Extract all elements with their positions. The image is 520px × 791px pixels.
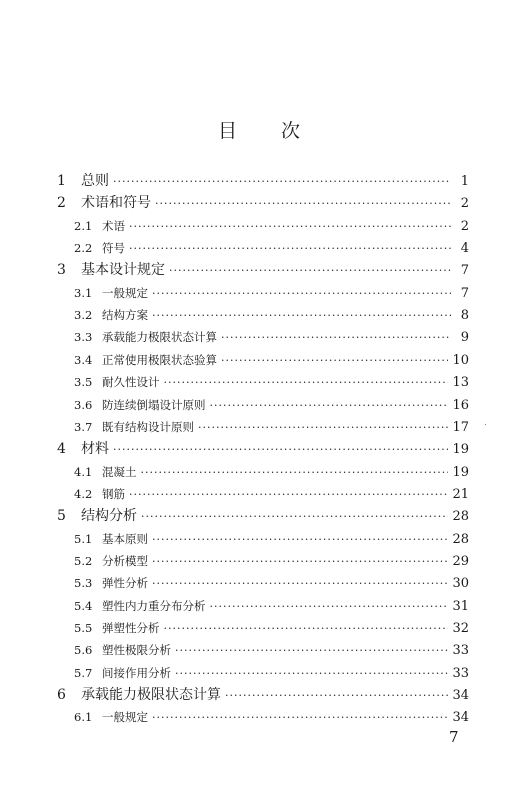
toc-chapter-entry[interactable] (57, 505, 469, 527)
entry-title: 正常使用极限状态验算 (102, 352, 217, 367)
entry-number: 6 (57, 687, 66, 704)
dot-leader (175, 640, 448, 662)
entry-number: 2 (57, 195, 66, 212)
entry-page-number: 28 (452, 531, 469, 547)
toc-section-entry[interactable] (74, 528, 469, 550)
entry-number: 5.7 (74, 665, 93, 680)
entry-number: 3.2 (74, 308, 93, 323)
toc-section-entry[interactable] (74, 706, 469, 728)
toc-chapter-entry[interactable] (57, 684, 469, 706)
dot-leader (175, 663, 448, 685)
entry-number: 4.2 (74, 486, 93, 501)
toc-section-entry[interactable] (74, 461, 469, 483)
dot-leader (169, 260, 451, 282)
dot-leader (113, 171, 451, 193)
entry-title: 承载能力极限状态计算 (81, 687, 221, 704)
page-number: 7 (449, 728, 459, 746)
entry-page-number: 29 (452, 553, 469, 569)
entry-number: 3.1 (74, 285, 93, 300)
entry-page-number: 1 (460, 174, 469, 189)
entry-page-number: 33 (452, 643, 469, 659)
entry-page-number: 8 (460, 308, 469, 324)
entry-page-number: 33 (452, 665, 469, 681)
toc-section-entry[interactable] (74, 349, 469, 371)
entry-title: 基本设计规定 (81, 262, 165, 279)
entry-page-number: 28 (452, 509, 469, 525)
entry-number: 4 (57, 441, 66, 458)
entry-page-number: 7 (460, 263, 469, 279)
entry-number: 6.1 (74, 710, 93, 725)
dot-leader (210, 596, 449, 618)
dot-leader (225, 685, 448, 707)
ink-mark: . (484, 418, 487, 428)
entry-page-number: 21 (452, 486, 469, 502)
toc-section-entry[interactable] (74, 572, 469, 594)
dot-leader (152, 551, 448, 573)
dot-leader (152, 573, 448, 595)
entry-number: 5.6 (74, 643, 93, 658)
entry-page-number: 2 (460, 218, 469, 234)
toc-section-entry[interactable] (74, 639, 469, 661)
toc-section-entry[interactable] (74, 394, 469, 416)
toc-section-entry[interactable] (74, 326, 469, 348)
title-char-1: 目 (217, 120, 239, 142)
entry-title: 钢筋 (102, 486, 125, 501)
entry-title: 材料 (81, 441, 109, 458)
entry-page-number: 7 (460, 285, 469, 301)
entry-title: 结构方案 (102, 308, 148, 323)
entry-number: 3.4 (74, 352, 93, 367)
entry-number: 5 (57, 508, 66, 525)
entry-title: 塑性内力重分布分析 (102, 598, 206, 613)
entry-number: 3.7 (74, 419, 93, 434)
entry-page-number: 9 (460, 330, 469, 346)
dot-leader (129, 484, 448, 506)
entry-page-number: 30 (452, 576, 469, 592)
toc-chapter-entry[interactable] (57, 438, 469, 460)
dot-leader (129, 216, 451, 238)
toc-section-entry[interactable] (74, 237, 469, 259)
entry-number: 5.5 (74, 621, 93, 635)
entry-number: 5.2 (74, 553, 93, 568)
entry-title: 结构分析 (81, 508, 137, 525)
entry-number: 3.3 (74, 330, 93, 345)
entry-title: 间接作用分析 (102, 665, 171, 680)
toc-section-entry[interactable] (74, 662, 469, 684)
entry-title: 一般规定 (102, 710, 148, 725)
entry-title: 一般规定 (102, 285, 148, 300)
entry-number: 1 (57, 173, 66, 189)
entry-number: 5.3 (74, 576, 93, 591)
entry-title: 混凝土 (102, 464, 137, 479)
entry-title: 既有结构设计原则 (102, 419, 194, 434)
page-title (0, 116, 520, 143)
dot-leader (152, 283, 451, 305)
dot-leader (152, 529, 448, 551)
entry-title: 符号 (102, 241, 125, 256)
entry-page-number: 16 (452, 397, 469, 413)
entry-page-number: 17 (452, 419, 469, 435)
entry-page-number: 34 (452, 710, 469, 726)
entry-page-number: 19 (452, 464, 469, 480)
entry-title: 基本原则 (102, 531, 148, 546)
entry-number: 4.1 (74, 464, 93, 479)
entry-page-number: 13 (452, 375, 469, 391)
dot-leader (198, 417, 448, 439)
entry-title: 承载能力极限状态计算 (102, 330, 217, 345)
dot-leader (129, 238, 451, 260)
toc-section-entry[interactable] (74, 282, 469, 304)
dot-leader (152, 305, 451, 327)
dot-leader (210, 395, 449, 417)
entry-number: 3.5 (74, 375, 93, 390)
entry-number: 2.1 (74, 218, 93, 233)
dot-leader (221, 327, 451, 349)
title-char-2: 次 (281, 120, 303, 142)
toc-section-entry[interactable] (74, 371, 469, 393)
dot-leader (164, 372, 449, 394)
toc-section-entry[interactable] (74, 550, 469, 572)
dot-leader (152, 707, 448, 729)
dot-leader (221, 350, 448, 372)
entry-page-number: 31 (452, 598, 469, 614)
entry-page-number: 19 (452, 442, 469, 458)
entry-title: 耐久性设计 (102, 375, 160, 390)
entry-number: 2.2 (74, 241, 93, 256)
entry-title: 防连续倒塌设计原则 (102, 397, 206, 412)
entry-title: 塑性极限分析 (102, 643, 171, 658)
entry-number: 5.1 (74, 531, 93, 546)
entry-page-number: 2 (460, 196, 469, 212)
dot-leader (113, 439, 448, 461)
dot-leader (141, 462, 449, 484)
entry-title: 弹塑性分析 (102, 621, 160, 635)
toc-section-entry[interactable] (74, 617, 469, 639)
entry-number: 5.4 (74, 598, 93, 613)
toc-section-entry[interactable] (74, 595, 469, 617)
entry-title: 弹性分析 (102, 576, 148, 591)
toc-section-entry[interactable] (74, 416, 469, 438)
entry-title: 术语 (102, 218, 125, 233)
toc-chapter-entry[interactable] (57, 170, 469, 192)
entry-number: 3 (57, 262, 66, 279)
dot-leader (141, 506, 448, 528)
toc-section-entry[interactable] (74, 483, 469, 505)
entry-page-number: 10 (452, 352, 469, 368)
entry-title: 术语和符号 (81, 195, 151, 212)
toc-section-entry[interactable] (74, 215, 469, 237)
entry-title: 总则 (81, 173, 109, 189)
toc-chapter-entry[interactable] (57, 259, 469, 281)
entry-number: 3.6 (74, 397, 93, 412)
dot-leader (155, 193, 451, 215)
toc-chapter-entry[interactable] (57, 192, 469, 214)
entry-title: 分析模型 (102, 553, 148, 568)
entry-page-number: 34 (452, 688, 469, 704)
entry-page-number: 4 (460, 241, 469, 257)
dot-leader (164, 618, 449, 640)
toc-section-entry[interactable] (74, 304, 469, 326)
entry-page-number: 32 (452, 621, 469, 636)
